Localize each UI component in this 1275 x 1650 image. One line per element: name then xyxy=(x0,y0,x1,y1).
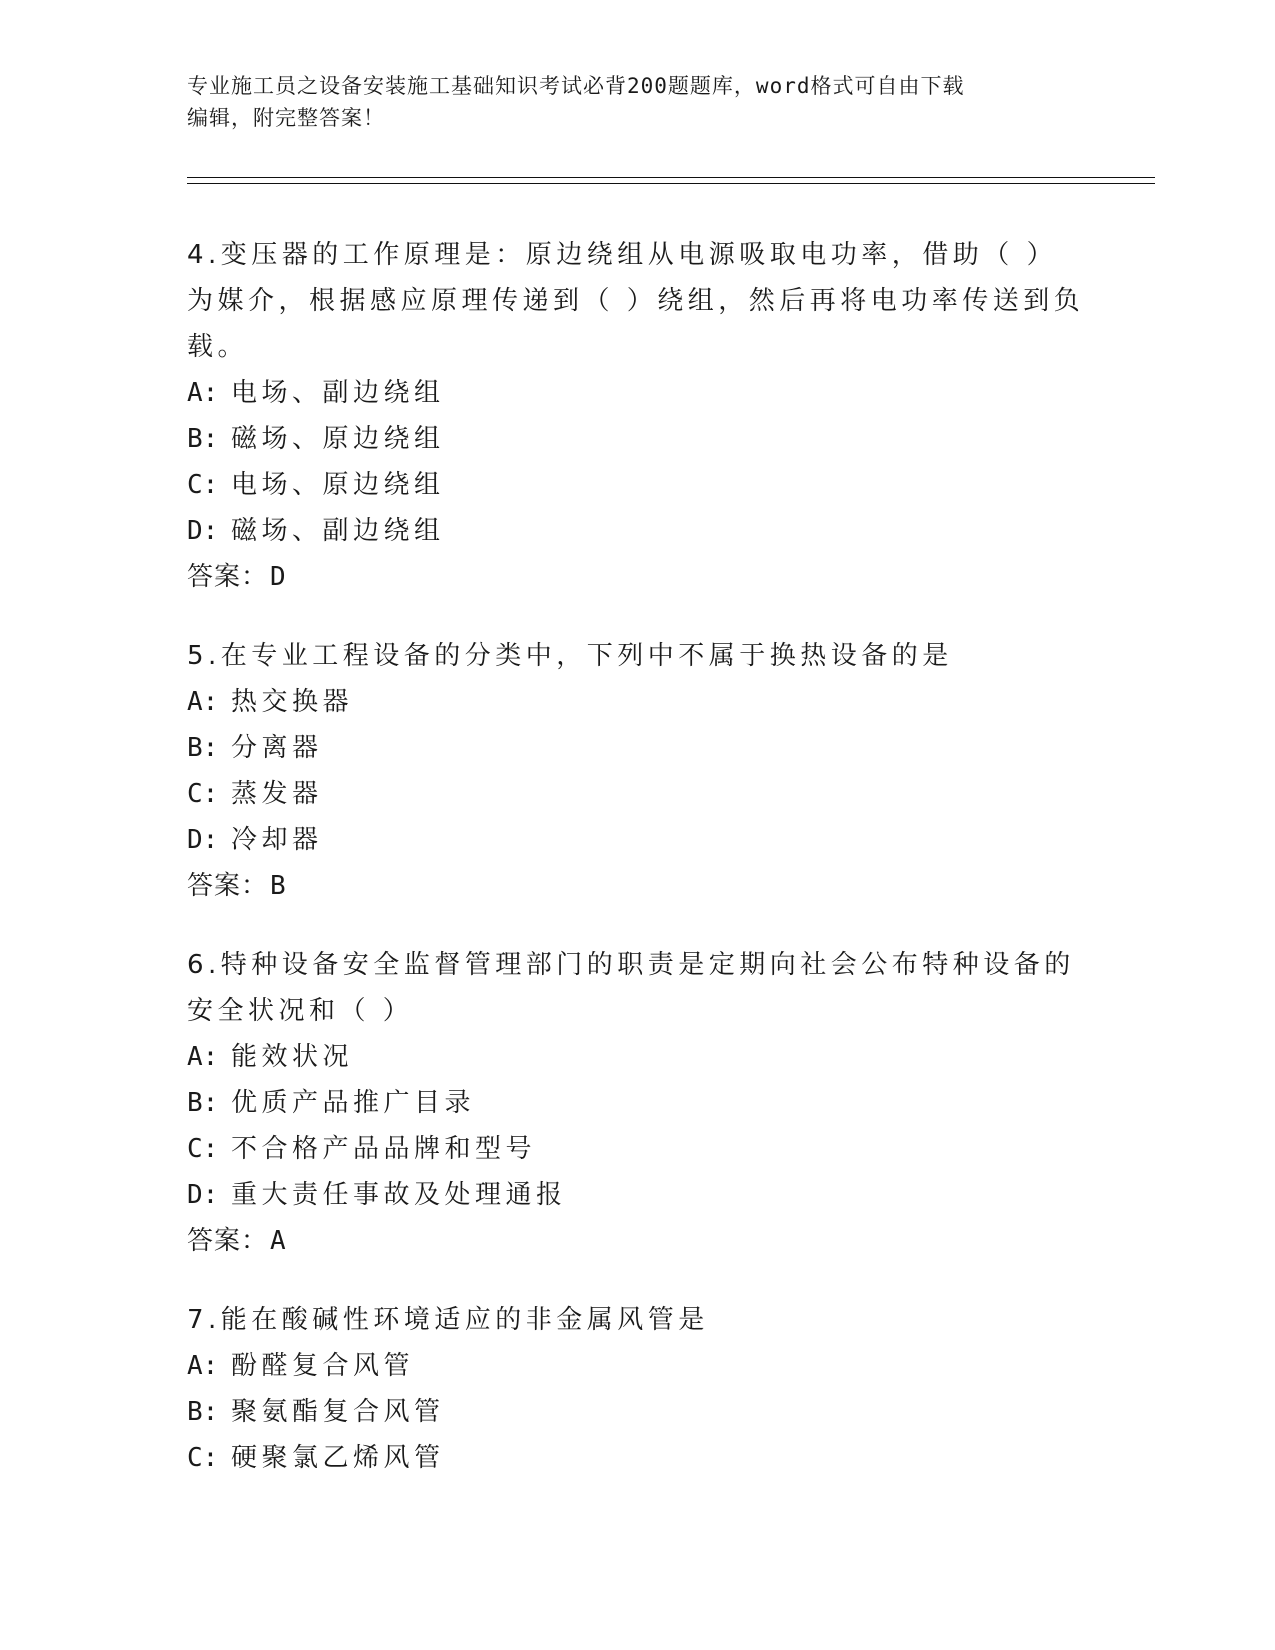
option-b xyxy=(187,725,1087,771)
option-text: 酚醛复合风管 xyxy=(231,1351,415,1381)
option-b xyxy=(187,1389,1087,1435)
option-key: A: xyxy=(187,378,219,408)
question-stem: 4.变压器的工作原理是：原边绕组从电源吸取电功率，借助（ ）为媒介，根据感应原理传递到（ ）绕组，然后再将电功率传送到负载。 xyxy=(187,240,1085,362)
option-c xyxy=(187,771,1087,817)
option-d xyxy=(187,817,1087,863)
option-text: 能效状况 xyxy=(231,1042,354,1072)
question-list xyxy=(187,232,1087,1514)
question-stem: 7.能在酸碱性环境适应的非金属风管是 xyxy=(187,1305,709,1335)
question-stem: 5.在专业工程设备的分类中，下列中不属于换热设备的是 xyxy=(187,641,953,671)
option-key: B: xyxy=(187,1397,219,1427)
option-d xyxy=(187,1172,1087,1218)
option-text: 磁场、原边绕组 xyxy=(231,424,445,454)
option-text: 聚氨酯复合风管 xyxy=(231,1397,445,1427)
option-text: 热交换器 xyxy=(231,687,354,717)
header-line-2: 编辑，附完整答案！ xyxy=(187,106,385,130)
option-key: C: xyxy=(187,779,219,809)
option-key: C: xyxy=(187,1443,219,1473)
header-divider xyxy=(187,177,1155,184)
option-d xyxy=(187,508,1087,554)
option-a xyxy=(187,679,1087,725)
option-key: B: xyxy=(187,424,219,454)
header-line-1: 专业施工员之设备安装施工基础知识考试必背200题题库，word格式可自由下载 xyxy=(187,74,965,98)
option-text: 不合格产品品牌和型号 xyxy=(231,1134,537,1164)
option-key: D: xyxy=(187,825,219,855)
answer-line xyxy=(187,1218,1087,1264)
option-text: 分离器 xyxy=(231,733,323,763)
option-b xyxy=(187,1080,1087,1126)
option-key: A: xyxy=(187,687,219,717)
option-key: C: xyxy=(187,470,219,500)
answer-label: 答案： xyxy=(187,562,269,592)
question-4 xyxy=(187,232,1087,600)
option-a xyxy=(187,1034,1087,1080)
option-c xyxy=(187,462,1087,508)
option-a xyxy=(187,370,1087,416)
option-a xyxy=(187,1343,1087,1389)
question-6 xyxy=(187,942,1087,1264)
option-text: 磁场、副边绕组 xyxy=(231,516,445,546)
answer-value: A xyxy=(270,1226,287,1256)
question-5 xyxy=(187,633,1087,909)
answer-label: 答案： xyxy=(187,1226,269,1256)
option-text: 蒸发器 xyxy=(231,779,323,809)
answer-value: D xyxy=(270,562,287,592)
question-7 xyxy=(187,1297,1087,1481)
option-text: 硬聚氯乙烯风管 xyxy=(231,1443,445,1473)
option-c xyxy=(187,1126,1087,1172)
option-b xyxy=(187,416,1087,462)
option-text: 冷却器 xyxy=(231,825,323,855)
option-key: A: xyxy=(187,1042,219,1072)
answer-line xyxy=(187,554,1087,600)
option-key: D: xyxy=(187,516,219,546)
option-key: A: xyxy=(187,1351,219,1381)
option-key: C: xyxy=(187,1134,219,1164)
question-stem: 6.特种设备安全监督管理部门的职责是定期向社会公布特种设备的安全状况和（ ） xyxy=(187,950,1075,1026)
answer-label: 答案： xyxy=(187,871,269,901)
option-c xyxy=(187,1435,1087,1481)
option-text: 重大责任事故及处理通报 xyxy=(231,1180,567,1210)
option-text: 优质产品推广目录 xyxy=(231,1088,476,1118)
option-key: B: xyxy=(187,1088,219,1118)
answer-line xyxy=(187,863,1087,909)
answer-value: B xyxy=(270,871,287,901)
document-header xyxy=(187,70,1087,134)
option-key: B: xyxy=(187,733,219,763)
option-text: 电场、原边绕组 xyxy=(231,470,445,500)
option-text: 电场、副边绕组 xyxy=(231,378,445,408)
option-key: D: xyxy=(187,1180,219,1210)
